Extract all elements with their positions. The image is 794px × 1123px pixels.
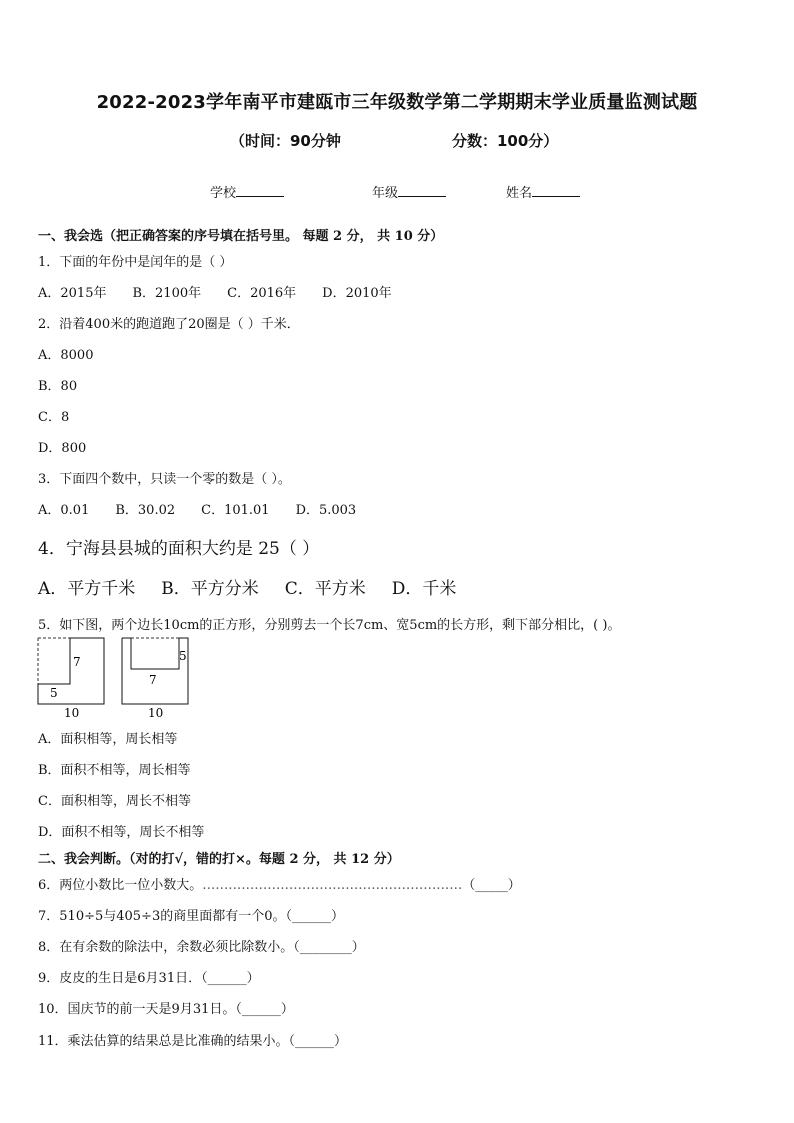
q4-stem: 4．宁海县县城的面积大约是 25（ ） — [38, 539, 320, 559]
school-label: 学校 — [210, 186, 237, 201]
q5-figure — [36, 636, 196, 720]
judge-item-dots: …………………………………………………… — [202, 878, 463, 893]
q4-option-d[interactable]: D．千米 — [391, 579, 457, 599]
q5-right-label-10: 10 — [148, 706, 164, 720]
name-blank[interactable] — [532, 184, 580, 197]
judge-item-answer[interactable]: （______） — [235, 1002, 294, 1017]
q1-option-c[interactable]: C．2016年 — [227, 286, 297, 301]
q2-option-b[interactable]: B．80 — [38, 379, 78, 394]
judge-item-answer[interactable]: （______） — [201, 971, 260, 986]
q5-left-label-5: 5 — [50, 686, 58, 700]
judge-item-text: 11．乘法估算的结果总是比准确的结果小。 — [38, 1034, 289, 1049]
judge-item-8 — [38, 936, 365, 955]
q5-right-label-7: 7 — [149, 673, 157, 687]
grade-label: 年级 — [372, 186, 399, 201]
school-field[interactable] — [210, 182, 284, 201]
q1-options — [38, 282, 418, 301]
q1-option-a[interactable]: A．2015年 — [38, 286, 107, 301]
judge-item-10 — [38, 998, 294, 1017]
judge-item-7 — [38, 905, 344, 924]
judge-item-text: 8．在有余数的除法中，余数必须比除数小。 — [38, 940, 294, 955]
q3-option-b[interactable]: B．30.02 — [115, 503, 176, 518]
judge-item-text: 7．510÷5与405÷3的商里面都有一个0。 — [38, 909, 286, 924]
section2-heading: 二、我会判断。（对的打√，错的打×。每题 2 分， 共 12 分） — [38, 852, 400, 867]
q3-option-c[interactable]: C．101.01 — [201, 503, 270, 518]
q5-left-square — [38, 638, 104, 720]
name-field[interactable] — [506, 182, 580, 201]
q5-right-label-5: 5 — [179, 649, 187, 663]
q5-option-c[interactable]: C．面积相等，周长不相等 — [38, 794, 191, 809]
q5-left-label-10: 10 — [64, 706, 80, 720]
q3-options — [38, 499, 382, 518]
q1-option-b[interactable]: B．2100年 — [132, 286, 202, 301]
judge-item-6 — [38, 874, 521, 893]
q4-option-b[interactable]: B．平方分米 — [161, 579, 259, 599]
judge-item-text: 10．国庆节的前一天是9月31日。 — [38, 1002, 236, 1017]
judge-item-text: 6．两位小数比一位小数大。 — [38, 878, 203, 893]
page-title: 2022-2023学年南平市建瓯市三年级数学第二学期期末学业质量监测试题 — [96, 92, 698, 113]
exam-score: 分数：100分） — [452, 132, 559, 150]
section1-heading: 一、我会选（把正确答案的序号填在括号里。 每题 2 分， 共 10 分） — [38, 229, 444, 244]
q5-right-square — [122, 638, 188, 720]
judge-item-answer[interactable]: （______） — [288, 1034, 348, 1049]
q2-option-d[interactable]: D．800 — [38, 441, 87, 456]
q5-option-d[interactable]: D．面积不相等，周长不相等 — [38, 825, 205, 840]
judge-item-9 — [38, 967, 260, 986]
grade-field[interactable] — [372, 182, 446, 201]
grade-blank[interactable] — [398, 184, 446, 197]
q5-left-label-7: 7 — [73, 655, 81, 669]
school-blank[interactable] — [236, 184, 284, 197]
q5-option-b[interactable]: B．面积不相等，周长相等 — [38, 763, 191, 778]
exam-time: （时间：90分钟 — [230, 132, 341, 150]
q2-option-a[interactable]: A．8000 — [38, 348, 94, 363]
q5-option-a[interactable]: A．面积相等，周长相等 — [38, 732, 178, 747]
judge-item-answer[interactable]: （_____） — [462, 878, 521, 893]
q3-option-d[interactable]: D．5.003 — [295, 503, 357, 518]
q4-option-c[interactable]: C．平方米 — [284, 579, 366, 599]
judge-item-11 — [38, 1030, 347, 1049]
q2-stem: 2．沿着400米的跑道跑了20圈是（ ）千米． — [38, 317, 300, 332]
q4-options — [38, 574, 482, 599]
name-label: 姓名 — [506, 186, 533, 201]
q5-stem: 5．如下图，两个边长10cm的正方形，分别剪去一个长7cm、宽5cm的长方形，剩下部分相比，( )。 — [38, 618, 621, 633]
judge-item-answer[interactable]: （______） — [285, 909, 345, 924]
q3-option-a[interactable]: A．0.01 — [38, 503, 90, 518]
q1-option-d[interactable]: D．2010年 — [322, 286, 392, 301]
q2-option-c[interactable]: C．8 — [38, 410, 70, 425]
q1-stem: 1．下面的年份中是闰年的是（ ） — [38, 255, 233, 270]
judge-item-text: 9．皮皮的生日是6月31日． — [38, 971, 202, 986]
q3-stem: 3．下面四个数中，只读一个零的数是（ ）。 — [38, 472, 291, 487]
judge-item-answer[interactable]: （________） — [293, 940, 365, 955]
q4-option-a[interactable]: A．平方千米 — [38, 579, 136, 599]
